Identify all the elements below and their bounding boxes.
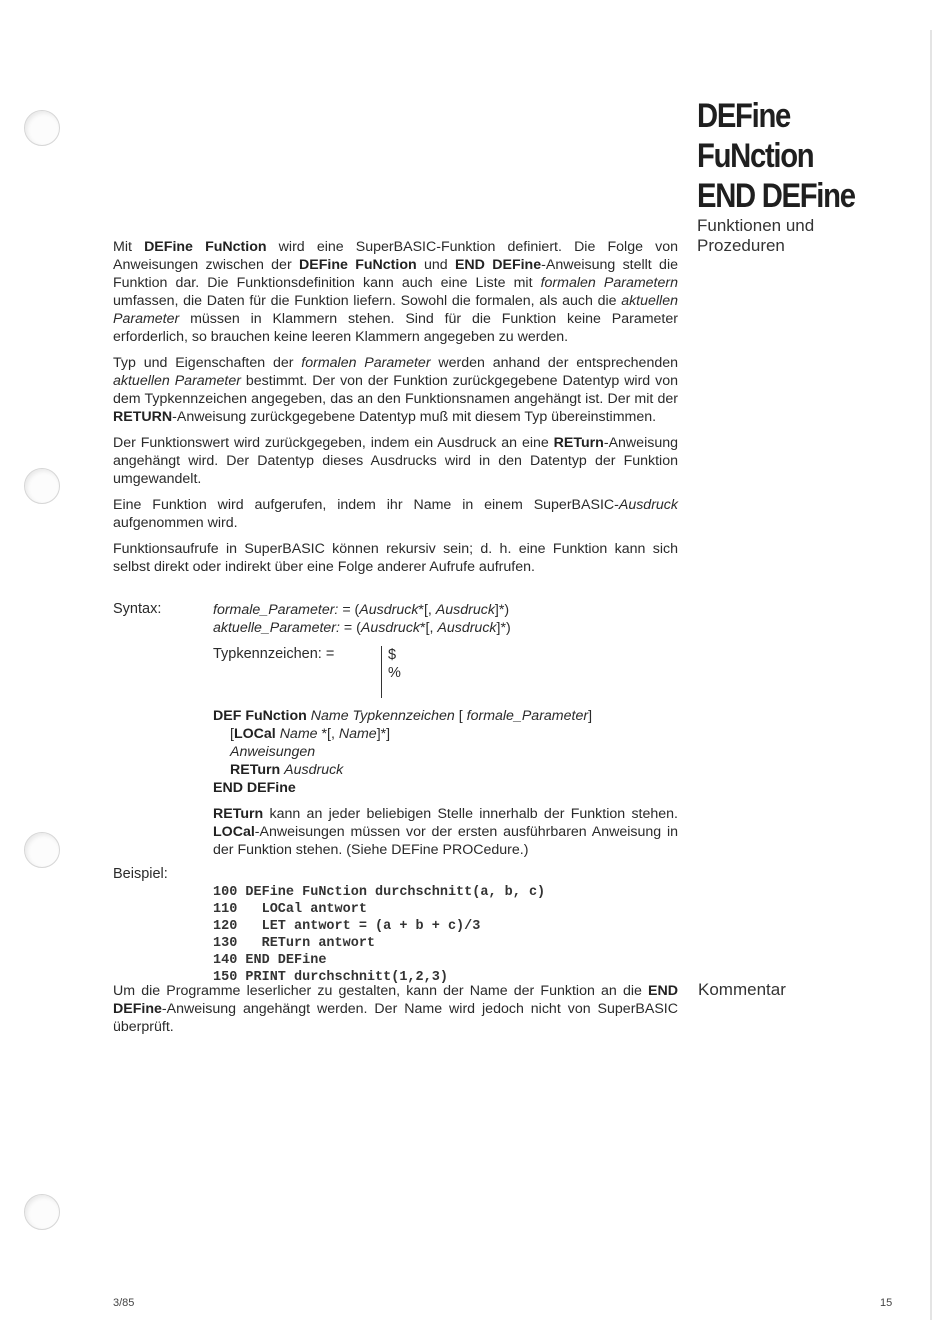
comment-label: Kommentar [698, 980, 786, 999]
text: -Anweisung angehängt werden. Der Name wird jedoch nicht von SuperBASIC überprüft. [113, 1001, 678, 1035]
def-param: formale_Parameter [466, 708, 589, 724]
bracket: ]*] [376, 726, 391, 742]
emphasis: formalen Parametern [540, 275, 678, 291]
formal-params-line [213, 601, 678, 619]
sep: *[, [420, 620, 438, 636]
bracket: ] [588, 708, 593, 724]
paragraph-4 [113, 496, 678, 532]
def-name: Name Typkennzeichen [310, 708, 455, 724]
sep: *[, [418, 602, 436, 618]
text: Der Funktionswert wird zurückgegeben, indem ein Ausdruck an eine [113, 435, 554, 451]
code-line: 120 LET antwort = (a + b + c)/3 [213, 919, 481, 934]
local-name: Name [279, 726, 318, 742]
keyword: DEFine FuNction [299, 257, 417, 273]
statements: Anweisungen [230, 744, 316, 760]
page-number: 15 [880, 1297, 893, 1309]
emphasis: aktuellen Parameter [113, 373, 241, 389]
typ-divider [381, 646, 382, 698]
comment-text [113, 982, 678, 1044]
text: werden anhand der entsprechenden [430, 355, 679, 371]
heading-function: FuNction [697, 137, 814, 175]
keyword: DEF FuNction [213, 708, 307, 724]
typ-option-dollar: $ [388, 647, 397, 663]
assign: = [338, 602, 355, 618]
keyword: DEFine FuNction [144, 239, 267, 255]
text: kann an jeder beliebigen Stelle innerhalb der Funktion stehen. [263, 806, 678, 822]
text: bestimmt. Der von der Funktion zurückgegebene Datentyp wird von dem Typkennzeichen angegeben, das an den Funktionsnamen angehängt ist. Der mit der [113, 373, 679, 407]
keyword: LOCal [213, 824, 255, 840]
text: Eine Funktion wird aufgerufen, indem ihr Name in einem SuperBASIC- [113, 497, 619, 513]
paragraph-3 [113, 434, 678, 488]
heading-sub1: Funktionen und [697, 216, 815, 235]
text: -Anweisung angehängt wird. Der Datentyp dieses Ausdrucks wird in den Datentyp der Funktion umgewandelt. [113, 435, 678, 487]
keyword: RETurn [230, 762, 281, 778]
text: Mit [113, 239, 145, 255]
return-line [213, 761, 678, 779]
keyword: RETurn [553, 435, 604, 451]
syntax-definitions [213, 601, 678, 637]
paragraph-1 [113, 238, 678, 346]
bracket: [ [454, 708, 467, 724]
heading-sub2: Prozeduren [697, 236, 785, 255]
keyword: LOCal [233, 726, 276, 742]
section-heading [697, 96, 937, 256]
local-line [213, 725, 678, 743]
keyword: END DEFine [213, 780, 296, 796]
def-line [213, 707, 678, 725]
code-line: 130 RETurn antwort [213, 936, 376, 951]
typ-option-percent: % [388, 665, 401, 681]
example-label: Beispiel: [113, 866, 168, 882]
keyword: END DEFine [454, 257, 542, 273]
paren: ( [354, 602, 360, 618]
syntax-label: Syntax: [113, 601, 162, 617]
expr: Ausdruck [359, 602, 419, 618]
return-expr: Ausdruck [284, 762, 344, 778]
text: umfassen, die Daten für die Funktion liefern. Sowohl die formalen, als auch die [113, 293, 622, 309]
text: und [416, 257, 455, 273]
keyword: END DEFine [113, 983, 678, 1017]
def-syntax [213, 707, 678, 797]
code-line: 110 LOCal antwort [213, 902, 367, 917]
paren: ]*) [496, 620, 511, 636]
body-text [113, 238, 678, 584]
text: wird eine SuperBASIC-Funktion definiert. Die Folge von Anweisungen zwischen der [113, 239, 678, 273]
punch-hole [24, 468, 60, 504]
actual-params-line [213, 619, 678, 637]
formal-params: formale_Parameter: [213, 602, 339, 618]
paren: ( [356, 620, 361, 636]
heading-end-define: END DEFine [697, 177, 855, 215]
footer-date: 3/85 [113, 1297, 135, 1309]
typ-label: Typkennzeichen: = [213, 646, 335, 662]
end-line [213, 779, 678, 797]
emphasis: formalen Parameter [301, 355, 431, 371]
heading-define: DEFine [697, 97, 790, 135]
code-line: 150 PRINT durchschnitt(1,2,3) [213, 970, 448, 985]
typ-options [388, 646, 401, 682]
syntax-note [213, 805, 678, 859]
keyword: RETurn [213, 806, 264, 822]
text: müssen in Klammern stehen. Sind für die Funktion keine Parameter erforderlich, so brauchen keine leeren Klammern angegeben zu werden. [113, 311, 678, 345]
expr: Ausdruck [435, 602, 495, 618]
bracket: [ [230, 726, 234, 742]
sep: *[, [317, 726, 339, 742]
punch-hole [24, 832, 60, 868]
comment-paragraph [113, 982, 678, 1036]
text: -Anweisung stellt die Funktion dar. Die Funktionsdefinition kann auch eine Liste mit [113, 257, 678, 291]
expr: Ausdruck [360, 620, 421, 636]
paragraph-2 [113, 354, 678, 426]
statements-line [213, 743, 678, 761]
text: -Anweisung zurückgegebene Datentyp muß mit diesem Typ übereinstimmen. [172, 409, 657, 425]
actual-params: aktuelle_Parameter: [213, 620, 340, 636]
code-line: 100 DEFine FuNction durchschnitt(a, b, c) [213, 885, 546, 900]
punch-hole [24, 1194, 60, 1230]
keyword: RETURN [113, 409, 173, 425]
paragraph-5: Funktionsaufrufe in SuperBASIC können rekursiv sein; d. h. eine Funktion kann sich selbst direkt oder indirekt über eine Folge anderer Aufrufe aufrufen. [113, 541, 678, 575]
text: aufgenommen wird. [113, 515, 238, 531]
text: -Anweisungen müssen vor der ersten ausführbaren Anweisung in der Funktion stehen. (Siehe DEFine PROCedure.) [213, 824, 678, 858]
local-name: Name [338, 726, 377, 742]
punch-hole [24, 110, 60, 146]
emphasis: Ausdruck [618, 497, 678, 513]
text: Um die Programme leserlicher zu gestalten, kann der Name der Funktion an die [113, 983, 649, 999]
text: Typ und Eigenschaften der [113, 355, 302, 371]
assign: = [339, 620, 357, 636]
emphasis: aktuellen Parameter [113, 293, 678, 327]
paren: ]*) [494, 602, 510, 618]
code-line: 140 END DEFine [213, 953, 327, 968]
expr: Ausdruck [437, 620, 497, 636]
